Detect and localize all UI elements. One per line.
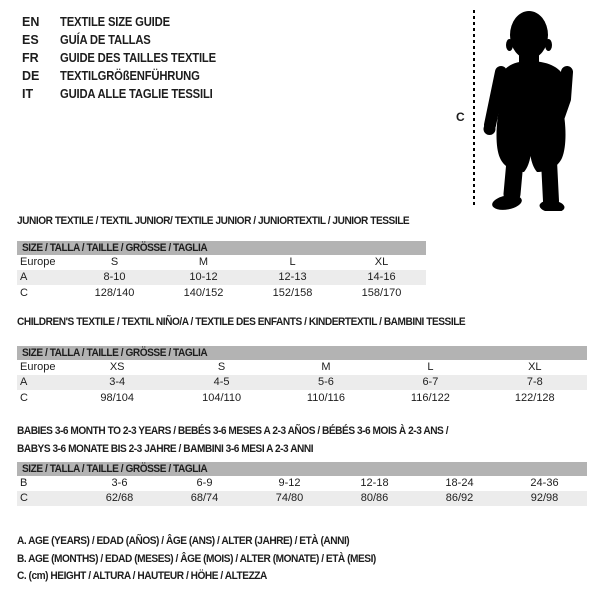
- size-cell: M: [198, 256, 209, 268]
- age-cell: 6-9: [196, 477, 213, 489]
- size-cell: S: [110, 256, 119, 268]
- language-code: EN: [22, 15, 40, 29]
- legend-line-age-years: A. AGE (YEARS) / EDAD (AÑOS) / ÂGE (ANS) / ALTER (JAHRE) / ETÀ (ANNI): [17, 535, 350, 547]
- table-row: [17, 270, 426, 285]
- row-label: C: [20, 392, 28, 404]
- age-cell: 12-18: [360, 477, 389, 489]
- size-cell: S: [217, 361, 226, 373]
- size-cell: XL: [374, 256, 389, 268]
- age-cell: 9-12: [278, 477, 301, 489]
- legend-line-age-months: B. AGE (MONTHS) / EDAD (MESES) / ÂGE (MOIS) / ALTER (MONATE) / ETÀ (MESI): [17, 552, 376, 565]
- language-row: [22, 13, 233, 31]
- babies-size-table: [17, 462, 587, 506]
- table-row: [17, 360, 587, 375]
- age-cell: 10-12: [189, 271, 218, 283]
- language-title: GUIDA ALLE TAGLIE TESSILI: [60, 87, 213, 101]
- language-title-block: [22, 13, 233, 103]
- row-label: Europe: [20, 361, 56, 373]
- size-header-label: SIZE / TALLA / TAILLE / GRÖSSE / TAGLIA: [22, 347, 208, 359]
- height-cell: 74/80: [275, 492, 304, 504]
- row-label: A: [20, 376, 28, 388]
- language-row: [22, 31, 233, 49]
- legend-line-height-cm: C. (cm) HEIGHT / ALTURA / HAUTEUR / HÖHE / ALTEZZA: [17, 570, 267, 582]
- row-label: C: [20, 287, 28, 299]
- language-row: [22, 67, 233, 85]
- height-cell: 86/92: [445, 492, 474, 504]
- size-cell: L: [427, 361, 434, 373]
- height-cell: 140/152: [183, 287, 224, 299]
- age-cell: 8-10: [103, 271, 126, 283]
- junior-size-table: [17, 241, 426, 301]
- table-row: [17, 375, 587, 390]
- table-row: [17, 285, 426, 301]
- size-header-bar: [17, 241, 426, 255]
- row-label: A: [20, 271, 28, 283]
- language-row: [22, 49, 233, 67]
- height-cell: 104/110: [202, 392, 242, 404]
- language-row: [22, 85, 233, 103]
- height-cell: 68/74: [190, 492, 219, 504]
- language-code: FR: [22, 51, 39, 65]
- row-label: Europe: [20, 256, 56, 268]
- age-cell: 12-13: [278, 271, 307, 283]
- table-row: [17, 255, 426, 270]
- height-cell: 152/158: [272, 287, 313, 299]
- table-row: [17, 390, 587, 406]
- age-cell: 3-4: [109, 376, 126, 388]
- size-cell: M: [321, 361, 331, 373]
- size-header-bar: [17, 346, 587, 360]
- size-header-bar: [17, 462, 587, 476]
- row-label: C: [20, 492, 28, 504]
- height-cell: 62/68: [105, 492, 134, 504]
- height-measure-dashed-line: [473, 10, 475, 206]
- height-cell: 110/116: [306, 392, 346, 404]
- children-table-title: CHILDREN'S TEXTILE / TEXTIL NIÑO/A / TEXTILE DES ENFANTS / KINDERTEXTIL / BAMBINI TESSILE: [17, 316, 466, 328]
- age-cell: 3-6: [111, 477, 128, 489]
- height-measure-label: C: [456, 110, 465, 124]
- height-cell: 98/104: [100, 392, 135, 404]
- children-size-table: [17, 346, 587, 406]
- age-cell: 6-7: [422, 376, 439, 388]
- height-cell: 116/122: [410, 392, 450, 404]
- age-cell: 24-36: [530, 477, 559, 489]
- language-code: DE: [22, 69, 40, 83]
- language-title: TEXTILE SIZE GUIDE: [60, 15, 170, 29]
- age-cell: 18-24: [445, 477, 474, 489]
- language-code: ES: [22, 33, 39, 47]
- size-header-label: SIZE / TALLA / TAILLE / GRÖSSE / TAGLIA: [22, 463, 208, 475]
- junior-table-title: JUNIOR TEXTILE / TEXTIL JUNIOR/ TEXTILE JUNIOR / JUNIORTEXTIL / JUNIOR TESSILE: [17, 215, 410, 227]
- height-cell: 128/140: [94, 287, 135, 299]
- legend: [17, 533, 407, 586]
- table-row: [17, 476, 587, 491]
- height-cell: 92/98: [530, 492, 559, 504]
- language-code: IT: [22, 87, 34, 101]
- age-cell: 7-8: [526, 376, 543, 388]
- table-row: [17, 491, 587, 506]
- height-cell: 122/128: [514, 392, 555, 404]
- language-title: TEXTILGRÖßENFÜHRUNG: [60, 69, 200, 83]
- babies-table-title: BABIES 3-6 MONTH TO 2-3 YEARS / BEBÉS 3-6 MESES A 2-3 AÑOS / BÉBÉS 3-6 MOIS À 2-3 ANS / BABYS 3-6 MONATE BIS 2-3 JAHRE / BAMBINI 3-6 MESI A 2-3 ANNI: [17, 425, 449, 455]
- size-cell: L: [289, 256, 296, 268]
- height-cell: 158/170: [361, 287, 402, 299]
- age-cell: 5-6: [318, 376, 334, 388]
- size-cell: XL: [528, 361, 542, 373]
- size-header-label: SIZE / TALLA / TAILLE / GRÖSSE / TAGLIA: [22, 242, 208, 254]
- row-label: B: [20, 477, 28, 489]
- language-title: GUIDE DES TAILLES TEXTILE: [60, 51, 216, 65]
- age-cell: 4-5: [213, 376, 230, 388]
- size-cell: XS: [109, 361, 125, 373]
- age-cell: 14-16: [367, 271, 396, 283]
- language-title: GUÍA DE TALLAS: [60, 33, 151, 47]
- height-cell: 80/86: [360, 492, 389, 504]
- baby-silhouette-icon: [482, 9, 578, 211]
